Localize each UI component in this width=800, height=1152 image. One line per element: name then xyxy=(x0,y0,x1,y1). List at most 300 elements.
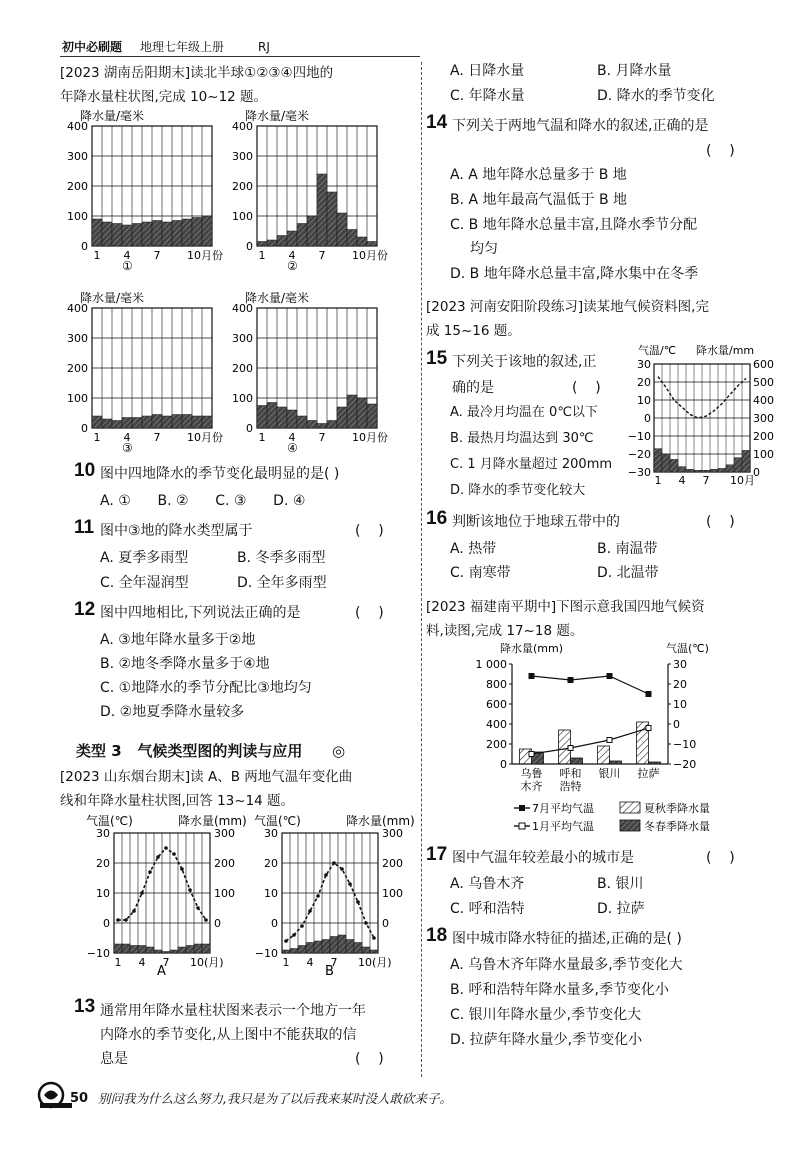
city-label: 浩特 xyxy=(559,780,582,793)
y-tick-label: 300 xyxy=(67,150,88,163)
ylabel-3: 降水量/毫米 xyxy=(80,291,145,305)
q15-option-b: B. 最热月均温达到 30℃ xyxy=(450,431,594,446)
x-tick-label: 4 xyxy=(288,431,296,444)
legend xyxy=(514,801,710,833)
precip-bar xyxy=(327,192,337,246)
precip-bar xyxy=(142,222,152,246)
intro-13-14-line2: 线和年降水量柱状图,回答 13~14 题。 xyxy=(60,793,295,809)
q18-option-d: D. 拉萨年降水量少,季节变化小 xyxy=(450,1032,643,1048)
panel-label-2: ② xyxy=(287,259,298,273)
precip-bar xyxy=(194,944,202,953)
q16-option-d: D. 北温带 xyxy=(597,565,659,581)
temp-tick-label: 10 xyxy=(264,887,278,900)
jul-temp-point xyxy=(607,674,612,679)
precip-bar xyxy=(314,941,322,953)
temp-tick-label: 10 xyxy=(96,887,110,900)
temp-tick-label: 20 xyxy=(96,857,110,870)
panel-label-1: ① xyxy=(122,259,133,273)
temp-tick-label: −20 xyxy=(628,448,651,461)
precip-bar xyxy=(347,230,357,247)
precip-bar xyxy=(297,416,307,428)
q18-number: 18 xyxy=(426,925,448,946)
temperature-point xyxy=(132,909,136,913)
intro-17-18-line1: [2023 福建南平期中]下图示意我国四地气候资 xyxy=(426,599,705,615)
temp-tick-label: 20 xyxy=(673,678,687,691)
temp-tick-label: 30 xyxy=(264,827,278,840)
q16-stem: 判断该地位于地球五带中的 xyxy=(452,514,620,530)
precip-bar xyxy=(154,950,162,953)
temp-tick-label: 10 xyxy=(637,394,651,407)
q15-paren: ( ) xyxy=(572,380,601,396)
precip-bar xyxy=(122,225,132,246)
q14-paren: ( ) xyxy=(706,143,735,159)
precip-tick-label: 0 xyxy=(753,466,760,479)
x-tick-label: 10月 xyxy=(730,474,755,487)
temp-tick-label: −10 xyxy=(86,947,110,960)
precip-bar xyxy=(662,454,670,472)
precip-bar xyxy=(122,944,130,953)
q12-option-c: C. ①地降水的季节分配比③地均匀 xyxy=(100,680,312,696)
precip-bar xyxy=(734,458,742,472)
y-tick-label: 300 xyxy=(67,332,88,345)
precip-tick-label: 0 xyxy=(382,917,389,930)
city-label: 乌鲁 xyxy=(520,767,543,780)
precip-bar xyxy=(287,410,297,428)
temp-tick-label: −10 xyxy=(628,430,651,443)
section-3-title: 类型 3 气候类型图的判读与应用 xyxy=(76,742,303,760)
temperature-point xyxy=(164,846,168,850)
y-tick-label: 100 xyxy=(67,392,88,405)
temp-tick-label: 0 xyxy=(103,917,110,930)
precip-bar xyxy=(287,231,297,246)
precip-bar xyxy=(338,935,346,953)
y-tick-label: 200 xyxy=(67,180,88,193)
panel-label-4: ④ xyxy=(287,441,298,455)
q14-option-d: D. B 地年降水总量丰富,降水集中在冬季 xyxy=(450,266,699,282)
precip-bar xyxy=(367,242,377,247)
x-tick-label: 1 xyxy=(654,474,662,487)
q13-paren: ( ) xyxy=(355,1051,384,1067)
x-tick-label: 7 xyxy=(330,956,338,969)
temperature-point xyxy=(292,933,296,937)
legend-winter-precip: 冬春季降水量 xyxy=(644,820,710,833)
temp-tick-label: 10 xyxy=(673,698,687,711)
x-tick-label: 4 xyxy=(288,249,296,262)
precip-bar xyxy=(122,418,132,429)
q15-line2: 确的是 xyxy=(452,380,494,396)
q11-number: 11 xyxy=(74,517,95,538)
q18-option-a: A. 乌鲁木齐年降水量最多,季节变化大 xyxy=(450,957,683,973)
precip-bar xyxy=(654,449,662,472)
y-tick-label: 0 xyxy=(246,422,253,435)
x-tick-label: 10月份 xyxy=(352,249,388,262)
precip-bar xyxy=(178,947,186,953)
precip-bar xyxy=(710,469,718,472)
y-tick-label: 0 xyxy=(246,240,253,253)
q12-option-d: D. ②地夏季降水量较多 xyxy=(100,704,245,720)
x-tick-label: 7 xyxy=(162,956,170,969)
intro-10-12-line1: [2023 湖南岳阳期末]读北半球①②③④四地的 xyxy=(60,65,334,81)
q14-number: 14 xyxy=(426,112,448,133)
q15-option-d: D. 降水的季节变化较大 xyxy=(450,483,586,498)
precip-bar xyxy=(202,416,212,428)
intro-15-16-line1: [2023 河南安阳阶段练习]读某地气候资料图,完 xyxy=(426,299,709,315)
jul-temp-point xyxy=(529,674,534,679)
y-tick-label: 100 xyxy=(232,210,253,223)
precip-bar xyxy=(162,222,172,246)
y-tick-label: 400 xyxy=(232,120,253,133)
q11-option-c: C. 全年湿润型 xyxy=(100,575,189,591)
precip-tick-label: 600 xyxy=(753,358,774,371)
temp-tick-label: 30 xyxy=(637,358,651,371)
y-tick-label: 200 xyxy=(67,362,88,375)
q18-stem: 图中城市降水特征的描述,正确的是( ) xyxy=(452,931,682,947)
jan-temp-point xyxy=(529,752,534,757)
q18-option-b: B. 呼和浩特年降水量多,季节变化小 xyxy=(450,982,669,998)
precip-bar xyxy=(346,940,354,954)
ylabel-1: 降水量/毫米 xyxy=(80,110,145,123)
q13-line1: 通常用年降水量柱状图来表示一个地方一年 xyxy=(100,1003,366,1019)
precip-bar xyxy=(726,465,734,472)
book-edition: RJ xyxy=(258,40,270,54)
precip-bar xyxy=(297,224,307,247)
q14-option-b: B. A 地年最高气温低于 B 地 xyxy=(450,192,628,208)
precip-bar xyxy=(146,947,154,953)
precip-bar xyxy=(306,943,314,954)
q11-option-b: B. 冬季多雨型 xyxy=(237,550,326,566)
temperature-point xyxy=(300,924,304,928)
temperature-point xyxy=(348,882,352,886)
q17-option-b: B. 银川 xyxy=(597,876,644,892)
y-tick-label: 400 xyxy=(232,302,253,315)
x-tick-label: 1 xyxy=(93,249,101,262)
y-tick-label: 300 xyxy=(232,332,253,345)
precip-bar xyxy=(307,421,317,429)
precip-bar xyxy=(257,406,267,429)
precip-bar xyxy=(192,218,202,247)
q17-number: 17 xyxy=(426,844,448,865)
x-tick-label: 4 xyxy=(138,956,146,969)
climate-charts-ab xyxy=(80,815,420,980)
ylabel-4: 降水量/毫米 xyxy=(245,291,310,305)
header-rule xyxy=(60,56,420,57)
q14-stem: 下列关于两地气温和降水的叙述,正确的是 xyxy=(452,118,709,134)
precip-tick-label: 300 xyxy=(382,827,403,840)
precip-bar xyxy=(327,421,337,429)
precip-bar xyxy=(162,416,172,428)
jul-temp-line xyxy=(532,676,649,694)
precip-bar xyxy=(132,224,142,247)
y-tick-label: 400 xyxy=(67,120,88,133)
x-tick-label: 7 xyxy=(153,431,161,444)
precip-tick-label: 0 xyxy=(500,758,507,771)
q12-option-a: A. ③地年降水量多于②地 xyxy=(100,632,256,648)
temperature-point xyxy=(148,870,152,874)
x-tick-label: 1 xyxy=(114,956,122,969)
temp-tick-label: 30 xyxy=(673,658,687,671)
precip-bar xyxy=(718,468,726,472)
q12-stem: 图中四地相比,下列说法正确的是 xyxy=(100,605,301,621)
precip-bar xyxy=(132,418,142,429)
temperature-point xyxy=(172,852,176,856)
jan-temp-point xyxy=(568,746,573,751)
precip-bar xyxy=(142,416,152,428)
precip-bar xyxy=(192,416,202,428)
x-tick-label: 4 xyxy=(306,956,314,969)
climate-chart-15 xyxy=(628,342,798,492)
precip-bar xyxy=(202,944,210,953)
q14-option-c-line1: C. B 地年降水总量丰富,且降水季节分配 xyxy=(450,217,698,233)
q13-option-a: A. 日降水量 xyxy=(450,63,525,79)
precip-bar xyxy=(112,224,122,247)
temperature-point xyxy=(156,855,160,859)
precip-bar xyxy=(670,459,678,472)
precip-tick-label: 200 xyxy=(214,857,235,870)
precip-tick-label: 1 000 xyxy=(475,658,507,671)
legend-jan-temp: 1月平均气温 xyxy=(532,820,594,833)
q15-option-c: C. 1 月降水量超过 200mm xyxy=(450,457,613,472)
precip-label-a: 降水量(mm) xyxy=(178,815,247,828)
precip-bar xyxy=(202,216,212,246)
temperature-point xyxy=(332,861,336,865)
y-tick-label: 0 xyxy=(81,422,88,435)
x-tick-label: 7 xyxy=(153,249,161,262)
precip-bar xyxy=(112,421,122,429)
temperature-point xyxy=(340,867,344,871)
intro-13-14-line1: [2023 山东烟台期末]读 A、B 两地气温年变化曲 xyxy=(60,769,353,785)
q11-stem: 图中③地的降水类型属于 xyxy=(100,523,253,539)
x-tick-label: 1 xyxy=(282,956,290,969)
intro-17-18-line2: 料,读图,完成 17~18 题。 xyxy=(426,623,584,639)
q16-number: 16 xyxy=(426,508,448,529)
precip-bar xyxy=(172,221,182,247)
temp-tick-label: 0 xyxy=(271,917,278,930)
y-tick-label: 200 xyxy=(232,180,253,193)
jul-temp-point xyxy=(568,678,573,683)
q13-option-b: B. 月降水量 xyxy=(597,63,672,79)
x-tick-label: 4 xyxy=(678,474,686,487)
precip-bar xyxy=(678,467,686,472)
q15-line1: 下列关于该地的叙述,正 xyxy=(452,354,597,370)
y-tick-label: 400 xyxy=(67,302,88,315)
precip-bar xyxy=(290,949,298,954)
precip-tick-label: 400 xyxy=(753,394,774,407)
temp-label-17: 气温(℃) xyxy=(666,642,709,655)
jul-temp-point xyxy=(646,692,651,697)
temp-tick-label: −10 xyxy=(673,738,697,751)
q17-option-a: A. 乌鲁木齐 xyxy=(450,876,525,892)
temperature-point xyxy=(204,918,208,922)
precip-bar xyxy=(362,947,370,953)
intro-10-12-line2: 年降水量柱状图,完成 10~12 题。 xyxy=(60,89,268,105)
temp-tick-label: 30 xyxy=(96,827,110,840)
q15-option-a: A. 最冷月均温在 0℃以下 xyxy=(450,405,598,420)
x-tick-label: 7 xyxy=(702,474,710,487)
precip-bar xyxy=(114,944,122,953)
precip-bar xyxy=(742,450,750,472)
temp-tick-label: −10 xyxy=(254,947,278,960)
y-tick-label: 100 xyxy=(67,210,88,223)
q15-number: 15 xyxy=(426,348,448,369)
precip-bar xyxy=(702,470,710,472)
precip-bar xyxy=(170,950,178,953)
ylabel-2: 降水量/毫米 xyxy=(245,110,310,123)
precip-bar xyxy=(354,943,362,954)
precip-bar xyxy=(130,946,138,954)
precip-bar xyxy=(267,240,277,246)
precip-bar xyxy=(298,946,306,954)
precip-bar-charts xyxy=(60,110,415,480)
precip-tick-label: 300 xyxy=(753,412,774,425)
precip-tick-label: 200 xyxy=(753,430,774,443)
precip-bar xyxy=(317,174,327,246)
winter-precip-bar xyxy=(649,762,661,764)
q16-paren: ( ) xyxy=(706,514,735,530)
temp-tick-label: 0 xyxy=(673,718,680,731)
precip-label-15: 降水量/mm xyxy=(696,344,755,357)
x-tick-label: 10月份 xyxy=(352,431,388,444)
x-tick-label: 7 xyxy=(318,249,326,262)
precip-bar xyxy=(277,236,287,247)
y-tick-label: 300 xyxy=(232,150,253,163)
q13-option-d: D. 降水的季节变化 xyxy=(597,88,715,104)
precip-label-b: 降水量(mm) xyxy=(346,815,415,828)
precip-tick-label: 600 xyxy=(486,698,507,711)
precip-bar xyxy=(162,952,170,954)
precip-bar xyxy=(322,940,330,954)
q16-option-a: A. 热带 xyxy=(450,541,497,557)
x-tick-label: 7 xyxy=(318,431,326,444)
precip-tick-label: 400 xyxy=(486,718,507,731)
temp-label-b: 气温(℃) xyxy=(254,815,301,828)
q17-stem: 图中气温年较差最小的城市是 xyxy=(452,850,634,866)
precip-bar xyxy=(102,222,112,246)
q10-number: 10 xyxy=(74,460,96,481)
precip-bar xyxy=(257,242,267,247)
temp-tick-label: −20 xyxy=(673,758,697,771)
precip-bar xyxy=(307,216,317,246)
winter-precip-bar xyxy=(610,761,622,764)
temperature-point xyxy=(324,873,328,877)
precip-label-17: 降水量(mm) xyxy=(500,642,564,655)
precip-bar xyxy=(182,415,192,429)
temp-tick-label: 0 xyxy=(644,412,651,425)
temperature-point xyxy=(116,918,120,922)
y-tick-label: 200 xyxy=(232,362,253,375)
q13-line2: 内降水的季节变化,从上图中不能获取的信 xyxy=(100,1027,357,1043)
precip-bar xyxy=(92,219,102,246)
precip-bar xyxy=(694,470,702,472)
panel-label-a: A xyxy=(157,964,166,979)
temp-tick-label: 20 xyxy=(637,376,651,389)
q10-stem: 图中四地降水的季节变化最明显的是( ) xyxy=(100,466,340,482)
temp-label-15: 气温/℃ xyxy=(638,344,677,357)
x-tick-label: 4 xyxy=(123,431,131,444)
precip-bar xyxy=(337,407,347,428)
precip-bar xyxy=(102,419,112,428)
x-tick-label: 10(月) xyxy=(358,956,392,969)
panel-label-3: ③ xyxy=(122,441,133,455)
precip-bar xyxy=(357,398,367,428)
temperature-point xyxy=(188,888,192,892)
precip-bar xyxy=(370,950,378,953)
q12-option-b: B. ②地冬季降水量多于④地 xyxy=(100,656,270,672)
q18-option-c: C. 银川年降水量少,季节变化大 xyxy=(450,1007,642,1023)
precip-bar xyxy=(152,221,162,247)
jan-temp-line xyxy=(532,728,649,754)
legend-summer-precip: 夏秋季降水量 xyxy=(644,802,710,815)
temperature-point xyxy=(316,894,320,898)
x-tick-label: 1 xyxy=(258,249,266,262)
temperature-point xyxy=(364,921,368,925)
x-tick-label: 4 xyxy=(123,249,131,262)
q13-line3: 息是 xyxy=(100,1051,128,1067)
precip-tick-label: 300 xyxy=(214,827,235,840)
precip-bar xyxy=(347,395,357,428)
winter-precip-bar xyxy=(571,758,583,764)
book-title: 初中必刷题 xyxy=(62,40,123,54)
footer-motto: 别问我为什么这么努力,我只是为了以后我来某时没人敢砍来子。 xyxy=(98,1091,452,1106)
y-tick-label: 0 xyxy=(81,240,88,253)
q17-option-c: C. 呼和浩特 xyxy=(450,901,525,917)
q12-paren: ( ) xyxy=(355,605,384,621)
temperature-point xyxy=(308,909,312,913)
precip-bar xyxy=(317,424,327,429)
precip-tick-label: 800 xyxy=(486,678,507,691)
q14-option-a: A. A 地年降水总量多于 B 地 xyxy=(450,167,627,183)
q13-option-c: C. 年降水量 xyxy=(450,88,525,104)
jan-temp-point xyxy=(646,726,651,731)
x-tick-label: 10(月) xyxy=(190,956,224,969)
target-icon: ◎ xyxy=(332,742,346,760)
jan-temp-point xyxy=(607,738,612,743)
temp-label-a: 气温(℃) xyxy=(86,815,133,828)
panel-label-b: B xyxy=(325,964,334,979)
q11-option-d: D. 全年多雨型 xyxy=(237,575,327,591)
q13-number: 13 xyxy=(74,996,96,1017)
precip-tick-label: 100 xyxy=(382,887,403,900)
q14-option-c-line2: 均匀 xyxy=(470,241,498,257)
precip-bar xyxy=(152,415,162,429)
temperature-point xyxy=(372,936,376,940)
q16-option-b: B. 南温带 xyxy=(597,541,658,557)
precip-bar xyxy=(337,213,347,246)
precip-tick-label: 500 xyxy=(753,376,774,389)
precip-tick-label: 200 xyxy=(382,857,403,870)
precip-bar xyxy=(186,946,194,954)
precip-bar xyxy=(138,946,146,954)
city-label: 木齐 xyxy=(520,780,543,793)
book-subject: 地理七年级上册 xyxy=(140,40,225,54)
precip-bar xyxy=(267,403,277,429)
summer-precip-bar xyxy=(598,746,610,764)
q16-option-c: C. 南寒带 xyxy=(450,565,511,581)
precip-bar xyxy=(282,950,290,953)
city-label: 银川 xyxy=(598,767,621,780)
x-tick-label: 1 xyxy=(93,431,101,444)
x-tick-label: 10月份 xyxy=(187,249,223,262)
precip-bar xyxy=(172,415,182,429)
temperature-point xyxy=(140,891,144,895)
x-tick-label: 1 xyxy=(258,431,266,444)
precip-tick-label: 100 xyxy=(753,448,774,461)
q12-number: 12 xyxy=(74,599,96,620)
temperature-point xyxy=(124,918,128,922)
intro-15-16-line2: 成 15~16 题。 xyxy=(426,323,521,339)
legend-jul-temp: 7月平均气温 xyxy=(532,802,594,815)
temperature-point xyxy=(196,906,200,910)
temperature-point xyxy=(284,939,288,943)
